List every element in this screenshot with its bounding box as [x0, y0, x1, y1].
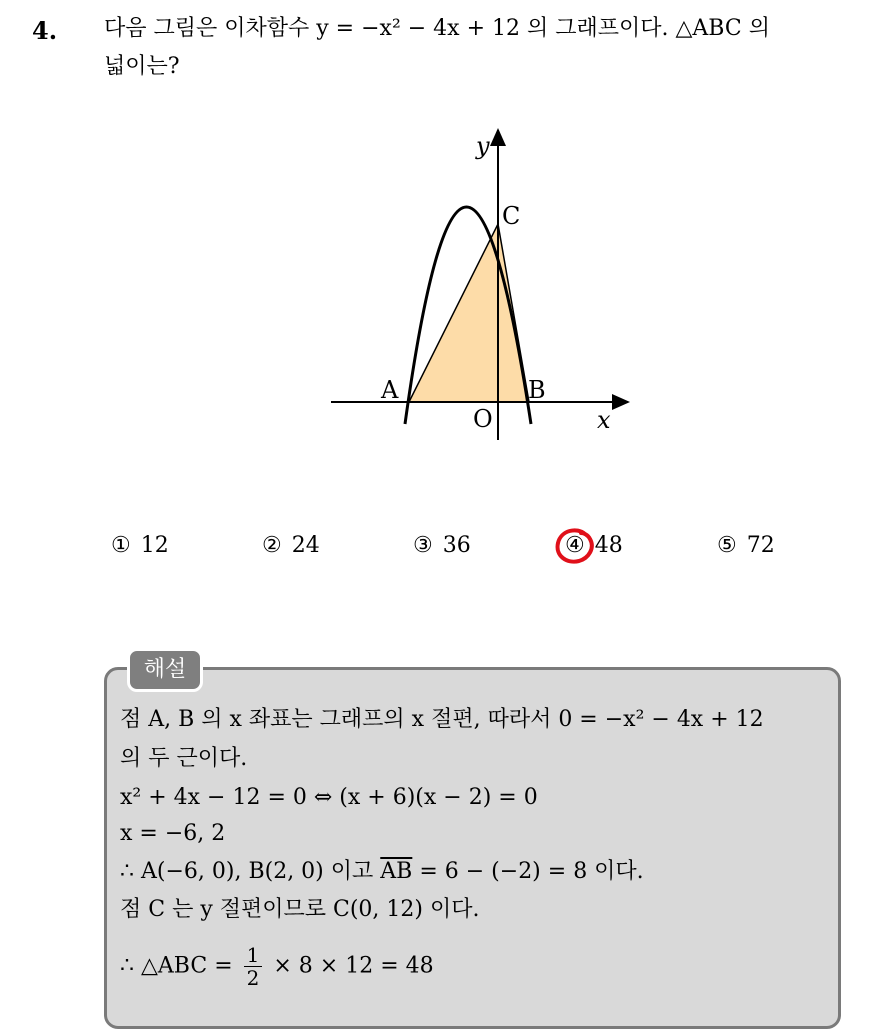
solution-line-3: x² + 4x − 12 = 0 ⇔ (x + 6)(x − 2) = 0 [120, 785, 538, 810]
point-c-label: C [502, 202, 521, 230]
choice-2-symbol: ② [262, 533, 282, 558]
solution-line-1: 점 A, B 의 x 좌표는 그래프의 x 절편, 따라서 0 = −x² − 4x + 12 [120, 707, 764, 732]
segment-ab: $\overline{AB}$ [380, 859, 413, 884]
solution-line-5-b: = 6 − (−2) = 8 이다. [419, 859, 644, 884]
solution-line-7-a: ∴ △ABC = [120, 953, 233, 979]
y-axis-label: y [476, 132, 490, 160]
choice-3[interactable] [413, 530, 471, 562]
solution-line-4: x = −6, 2 [120, 821, 226, 846]
solution-line-6: 점 C 는 y 절편이므로 C(0, 12) 이다. [120, 897, 480, 922]
origin-label: O [473, 405, 493, 433]
answer-circle-mark [555, 526, 597, 566]
choice-3-symbol: ③ [413, 533, 433, 558]
point-a-label: A [381, 376, 399, 404]
choice-1-value: 12 [140, 533, 169, 558]
fraction-one-half [244, 944, 263, 989]
choice-5-value: 72 [746, 533, 775, 558]
fraction-numerator: 1 [244, 944, 263, 967]
choice-4-symbol: ④ [565, 533, 585, 558]
question-text-line1: 다음 그림은 이차함수 y = −x² − 4x + 12 의 그래프이다. △ABC 의 [104, 16, 770, 41]
solution-line-7-b: × 8 × 12 = 48 [273, 953, 434, 979]
choice-1[interactable] [111, 530, 169, 562]
choice-5-symbol: ⑤ [717, 533, 737, 558]
choice-4-value: 48 [594, 533, 623, 558]
choice-3-value: 36 [442, 533, 471, 558]
choice-2-value: 24 [291, 533, 320, 558]
question-number: 4. [32, 16, 58, 45]
solution-line-5-a: ∴ A(−6, 0), B(2, 0) 이고 [120, 859, 374, 884]
x-axis-label: x [597, 406, 611, 434]
point-b-label: B [528, 376, 546, 404]
choice-1-symbol: ① [111, 533, 131, 558]
fraction-denominator: 2 [246, 966, 260, 990]
question-text-line2: 넓이는? [104, 54, 180, 79]
solution-tag: 해설 [127, 648, 203, 692]
solution-line-5 [120, 857, 644, 887]
choice-2[interactable] [262, 530, 320, 562]
solution-line-7 [120, 944, 434, 989]
solution-line-2: 의 두 근이다. [120, 746, 248, 771]
parabola-graph [326, 118, 640, 456]
choice-5[interactable] [717, 530, 775, 562]
